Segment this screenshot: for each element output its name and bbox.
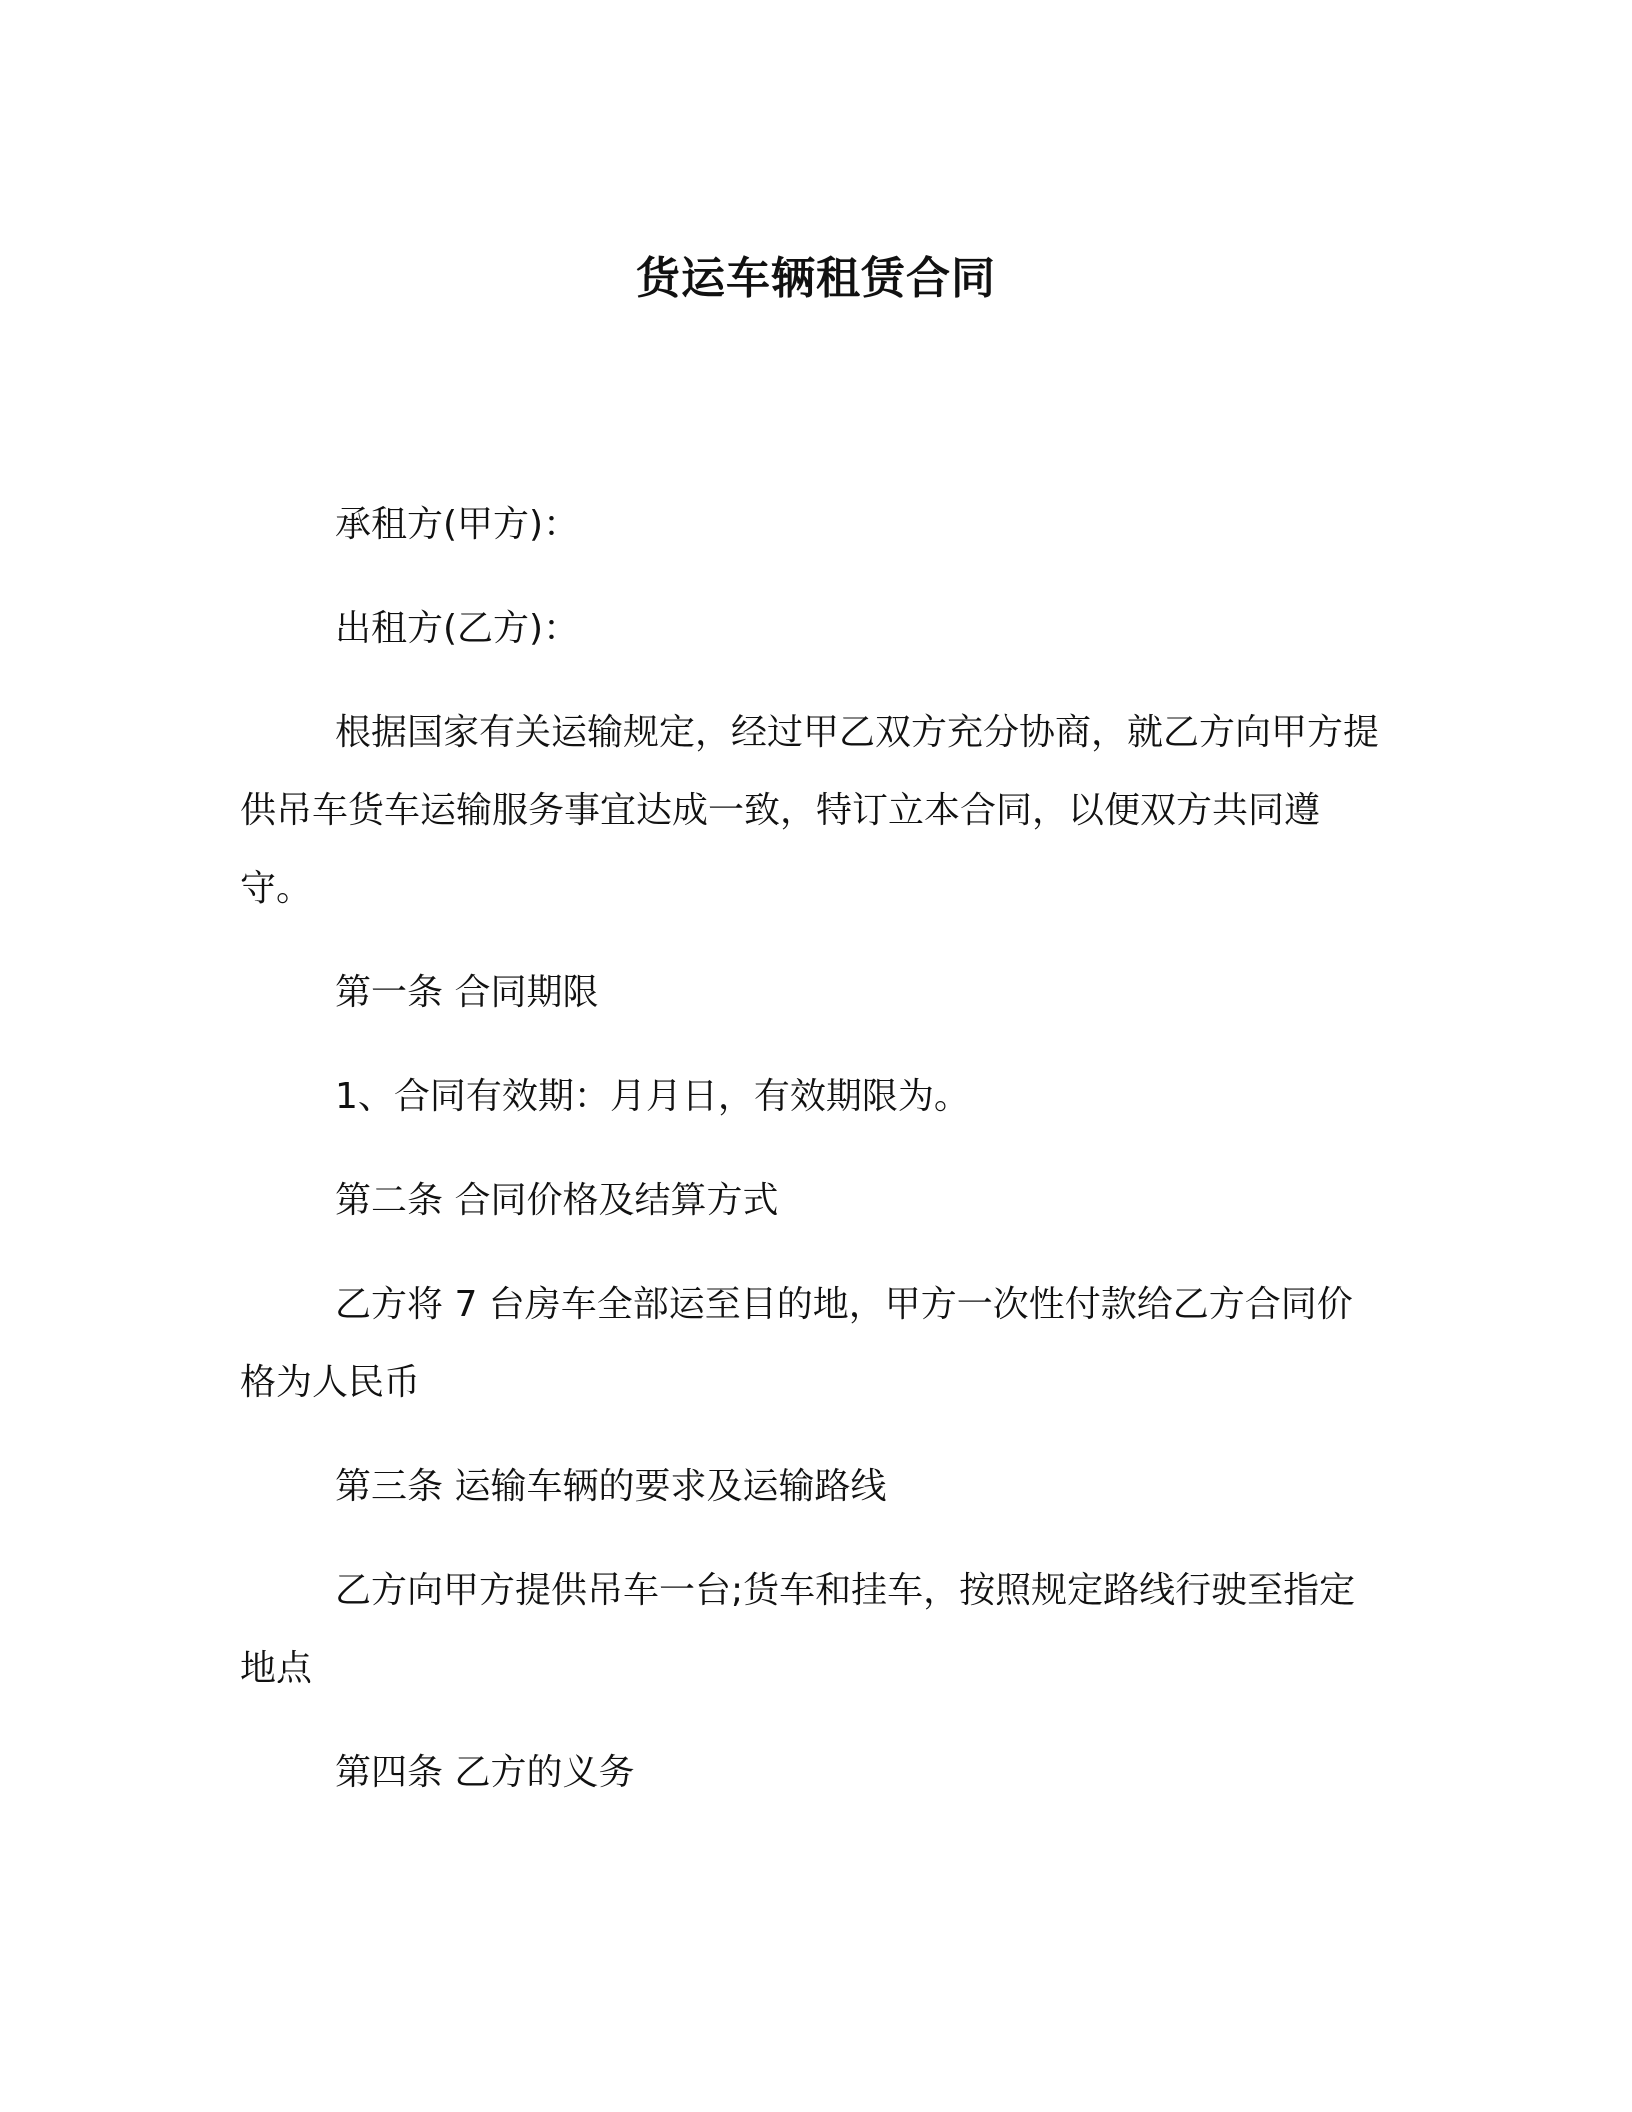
preamble-paragraph: 根据国家有关运输规定，经过甲乙双方充分协商，就乙方向甲方提供吊车货车运输服务事宜达成一致，特订立本合同，以便双方共同遵守。 bbox=[240, 712, 1380, 909]
article-four-heading: 第四条 乙方的义务 bbox=[335, 1752, 635, 1793]
article-two-heading: 第二条 合同价格及结算方式 bbox=[335, 1180, 779, 1221]
article-two-text: 乙方将 7 台房车全部运至目的地，甲方一次性付款给乙方合同价格为人民币 bbox=[240, 1284, 1353, 1403]
lessor-line: 出租方(乙方)： bbox=[335, 608, 580, 649]
document-title: 货运车辆租赁合同 bbox=[636, 253, 996, 305]
article-one-heading: 第一条 合同期限 bbox=[335, 972, 599, 1013]
lessee-line: 承租方(甲方)： bbox=[335, 504, 580, 545]
article-three-heading: 第三条 运输车辆的要求及运输路线 bbox=[335, 1466, 887, 1507]
document-body bbox=[240, 486, 1382, 1812]
article-three-text: 乙方向甲方提供吊车一台;货车和挂车，按照规定路线行驶至指定地点 bbox=[240, 1570, 1356, 1689]
article-one-item-1: 1、合同有效期：月月日，有效期限为。 bbox=[335, 1076, 970, 1117]
